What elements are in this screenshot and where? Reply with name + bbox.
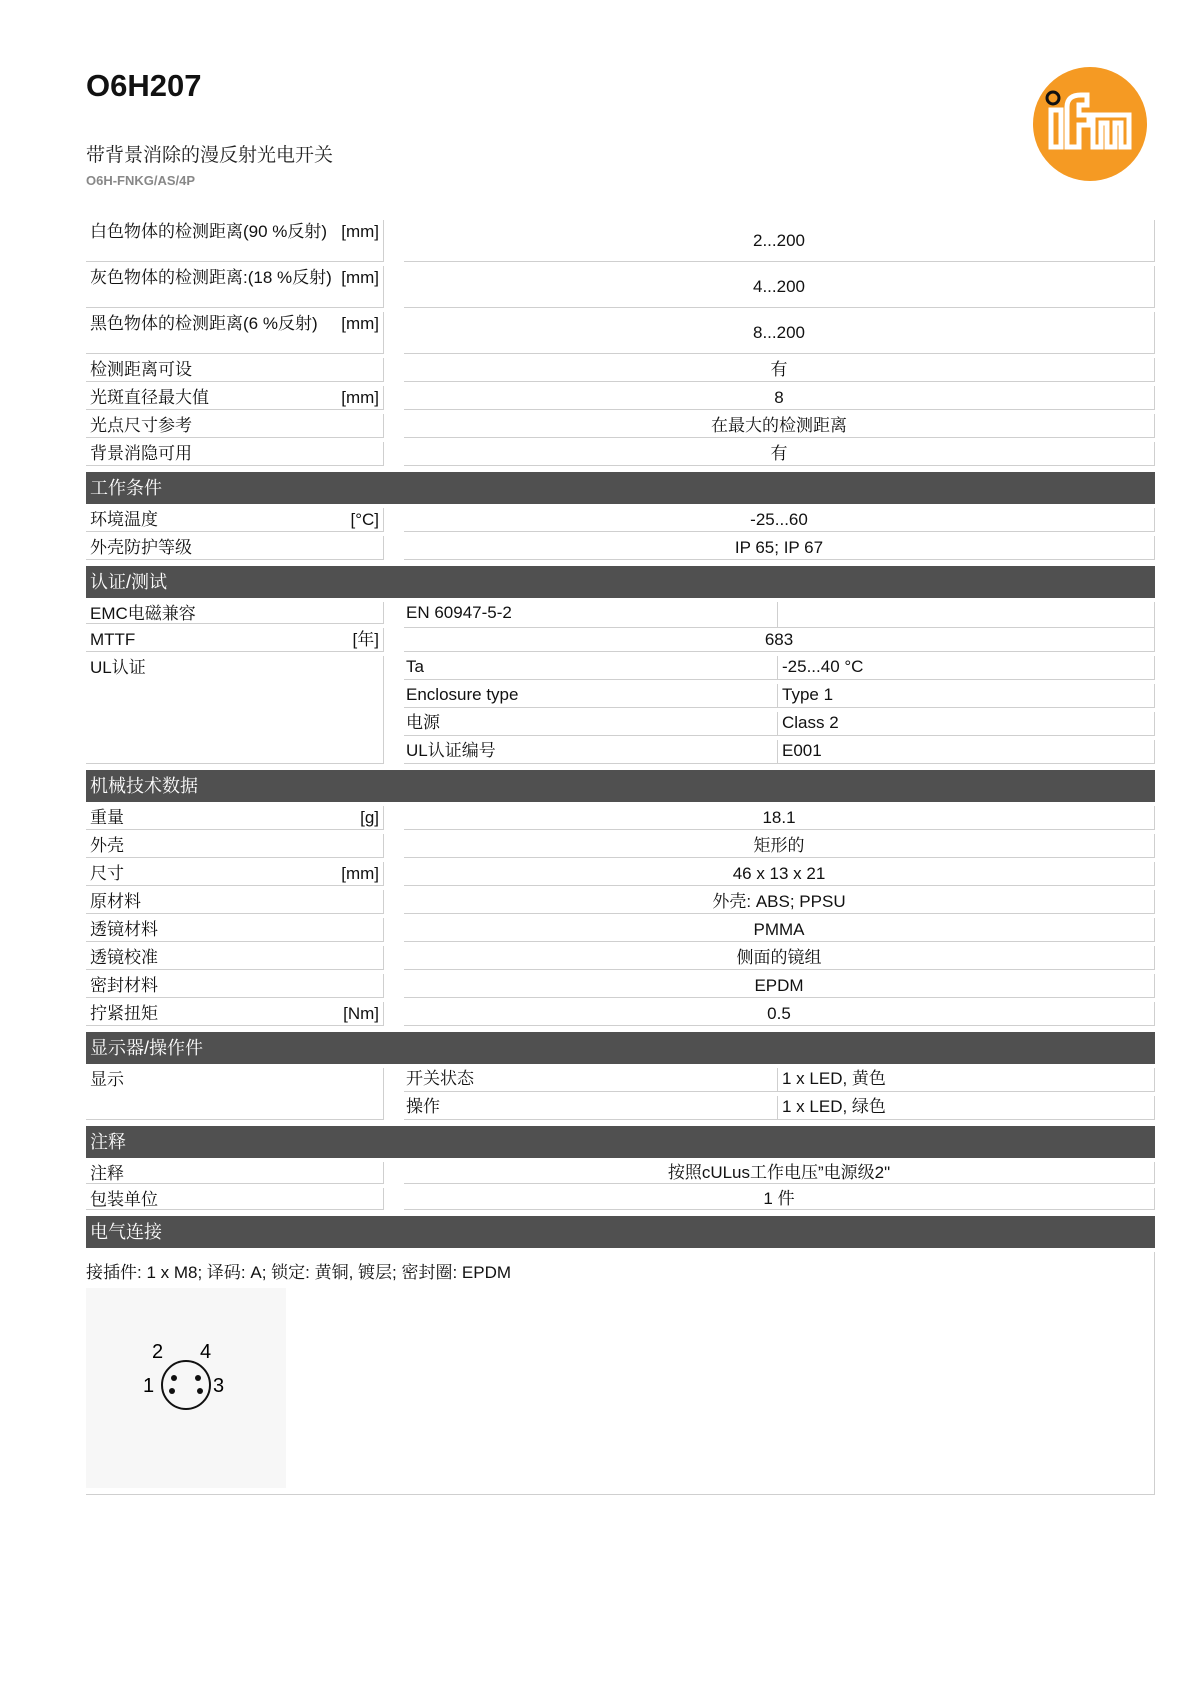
spec-subvalue	[778, 602, 1155, 628]
spec-label: 尺寸 [mm]	[86, 862, 384, 886]
spec-row	[86, 220, 1155, 266]
spec-row	[86, 1002, 1155, 1030]
spec-row	[86, 414, 1155, 442]
spec-label: 密封材料	[86, 974, 384, 998]
spec-row	[86, 974, 1155, 1002]
spec-unit: [mm]	[341, 864, 379, 883]
electrical-text: 接插件: 1 x M8; 译码: A; 锁定: 黄铜, 镀层; 密封圈: EPDM	[86, 1263, 512, 1282]
spec-value: 46 x 13 x 21	[404, 862, 1155, 886]
spec-unit	[373, 1190, 379, 1207]
section-header-notes: 注释	[86, 1126, 1155, 1158]
spec-unit: [mm]	[341, 388, 379, 407]
spec-label: 光斑直径最大值 [mm]	[86, 386, 384, 410]
spec-value: -25...60	[404, 508, 1155, 532]
spec-unit	[373, 948, 379, 967]
spec-value: IP 65; IP 67	[404, 536, 1155, 560]
spec-value: 按照cULus工作电压”电源级2"	[404, 1162, 1155, 1184]
spec-unit: [g]	[360, 808, 379, 827]
spec-unit	[373, 604, 379, 621]
section-header-working: 工作条件	[86, 472, 1155, 504]
spec-row	[86, 442, 1155, 470]
spec-table	[86, 220, 1155, 1495]
spec-row-ul	[86, 656, 1155, 768]
spec-value: 0.5	[404, 1002, 1155, 1026]
spec-value: 8...200	[404, 312, 1155, 354]
spec-subkey: Enclosure type	[404, 684, 778, 708]
spec-row	[86, 266, 1155, 312]
spec-subkey: 开关状态	[404, 1068, 778, 1092]
spec-value: 683	[404, 628, 1155, 652]
spec-unit	[373, 836, 379, 855]
spec-label: 黑色物体的检测距离(6 %反射) [mm]	[86, 312, 384, 354]
spec-row	[86, 312, 1155, 358]
spec-row	[86, 806, 1155, 834]
spec-unit: [mm]	[341, 268, 379, 287]
spec-row	[86, 834, 1155, 862]
section-header-mechanical: 机械技术数据	[86, 770, 1155, 802]
spec-row	[86, 386, 1155, 414]
pin-label-2: 2	[152, 1341, 164, 1363]
spec-row	[86, 890, 1155, 918]
spec-row	[86, 602, 1155, 628]
ifm-logo	[1031, 65, 1149, 183]
spec-subkey: Ta	[404, 656, 778, 680]
spec-unit	[373, 360, 379, 379]
spec-label: 背景消隐可用	[86, 442, 384, 466]
spec-subvalue: 1 x LED, 黄色	[778, 1068, 1155, 1092]
section-header-cert: 认证/测试	[86, 566, 1155, 598]
spec-row	[86, 918, 1155, 946]
pin-label-1: 1	[143, 1375, 155, 1397]
spec-value: 外壳: ABS; PPSU	[404, 890, 1155, 914]
spec-label: 原材料	[86, 890, 384, 914]
spec-label: 透镜材料	[86, 918, 384, 942]
pinout-diagram	[86, 1288, 286, 1488]
spec-unit: [mm]	[341, 222, 379, 241]
product-code: O6H-FNKG/AS/4P	[86, 173, 196, 188]
spec-unit: [Nm]	[343, 1004, 379, 1023]
spec-row	[86, 862, 1155, 890]
spec-value: 8	[404, 386, 1155, 410]
connector-outline	[162, 1361, 210, 1409]
spec-label: EMC电磁兼容	[86, 602, 384, 624]
section-header-display: 显示器/操作件	[86, 1032, 1155, 1064]
spec-label: 重量 [g]	[86, 806, 384, 830]
spec-value: 有	[404, 442, 1155, 466]
spec-label: MTTF [年]	[86, 628, 384, 652]
spec-unit	[373, 444, 379, 463]
spec-value: PMMA	[404, 918, 1155, 942]
spec-label: 白色物体的检测距离(90 %反射) [mm]	[86, 220, 384, 262]
pin-3-dot	[197, 1388, 203, 1394]
spec-row	[86, 536, 1155, 564]
spec-label: 显示	[86, 1068, 384, 1120]
spec-value: 2...200	[404, 220, 1155, 262]
spec-label: UL认证	[86, 656, 384, 764]
spec-unit	[373, 416, 379, 435]
spec-label: 环境温度 [°C]	[86, 508, 384, 532]
spec-unit: [mm]	[341, 314, 379, 333]
spec-label: 拧紧扭矩 [Nm]	[86, 1002, 384, 1026]
product-title: O6H207	[86, 68, 202, 103]
spec-value: EPDM	[404, 974, 1155, 998]
pin-4-dot	[195, 1375, 201, 1381]
spec-label: 检测距离可设	[86, 358, 384, 382]
spec-unit: [°C]	[350, 510, 379, 529]
spec-label: 光点尺寸参考	[86, 414, 384, 438]
pin-1-dot	[169, 1388, 175, 1394]
spec-row	[86, 946, 1155, 974]
pin-label-4: 4	[200, 1341, 212, 1363]
spec-value: 有	[404, 358, 1155, 382]
spec-value: 在最大的检测距离	[404, 414, 1155, 438]
spec-subvalue: E001	[778, 740, 1155, 764]
spec-unit	[373, 538, 379, 557]
spec-unit	[373, 1164, 379, 1181]
electrical-connection	[86, 1252, 1155, 1495]
spec-subkey: UL认证编号	[404, 740, 778, 764]
pin-2-dot	[171, 1375, 177, 1381]
spec-label: 外壳	[86, 834, 384, 858]
spec-row	[86, 508, 1155, 536]
spec-unit: [年]	[352, 630, 379, 649]
spec-row	[86, 1162, 1155, 1188]
spec-subkey: EN 60947-5-2	[404, 602, 778, 628]
spec-label: 外壳防护等级	[86, 536, 384, 560]
spec-value: 矩形的	[404, 834, 1155, 858]
spec-unit	[373, 976, 379, 995]
spec-label: 灰色物体的检测距离:(18 %反射) [mm]	[86, 266, 384, 308]
product-subtitle: 带背景消除的漫反射光电开关	[86, 145, 334, 166]
spec-value: 18.1	[404, 806, 1155, 830]
spec-subkey: 电源	[404, 712, 778, 736]
spec-value: 侧面的镜组	[404, 946, 1155, 970]
spec-row	[86, 628, 1155, 656]
spec-subvalue: Class 2	[778, 712, 1155, 736]
spec-subvalue: -25...40 °C	[778, 656, 1155, 680]
spec-subvalue: 1 x LED, 绿色	[778, 1096, 1155, 1120]
pin-label-3: 3	[213, 1375, 225, 1397]
spec-label: 注释	[86, 1162, 384, 1184]
spec-value: 1 件	[404, 1188, 1155, 1210]
spec-subvalue: Type 1	[778, 684, 1155, 708]
spec-unit	[373, 920, 379, 939]
spec-label: 包装单位	[86, 1188, 384, 1210]
section-header-electrical: 电气连接	[86, 1216, 1155, 1248]
spec-row	[86, 1188, 1155, 1214]
spec-row	[86, 358, 1155, 386]
spec-subkey: 操作	[404, 1096, 778, 1120]
spec-unit	[373, 892, 379, 911]
spec-value: 4...200	[404, 266, 1155, 308]
spec-label: 透镜校准	[86, 946, 384, 970]
spec-row-display	[86, 1068, 1155, 1124]
